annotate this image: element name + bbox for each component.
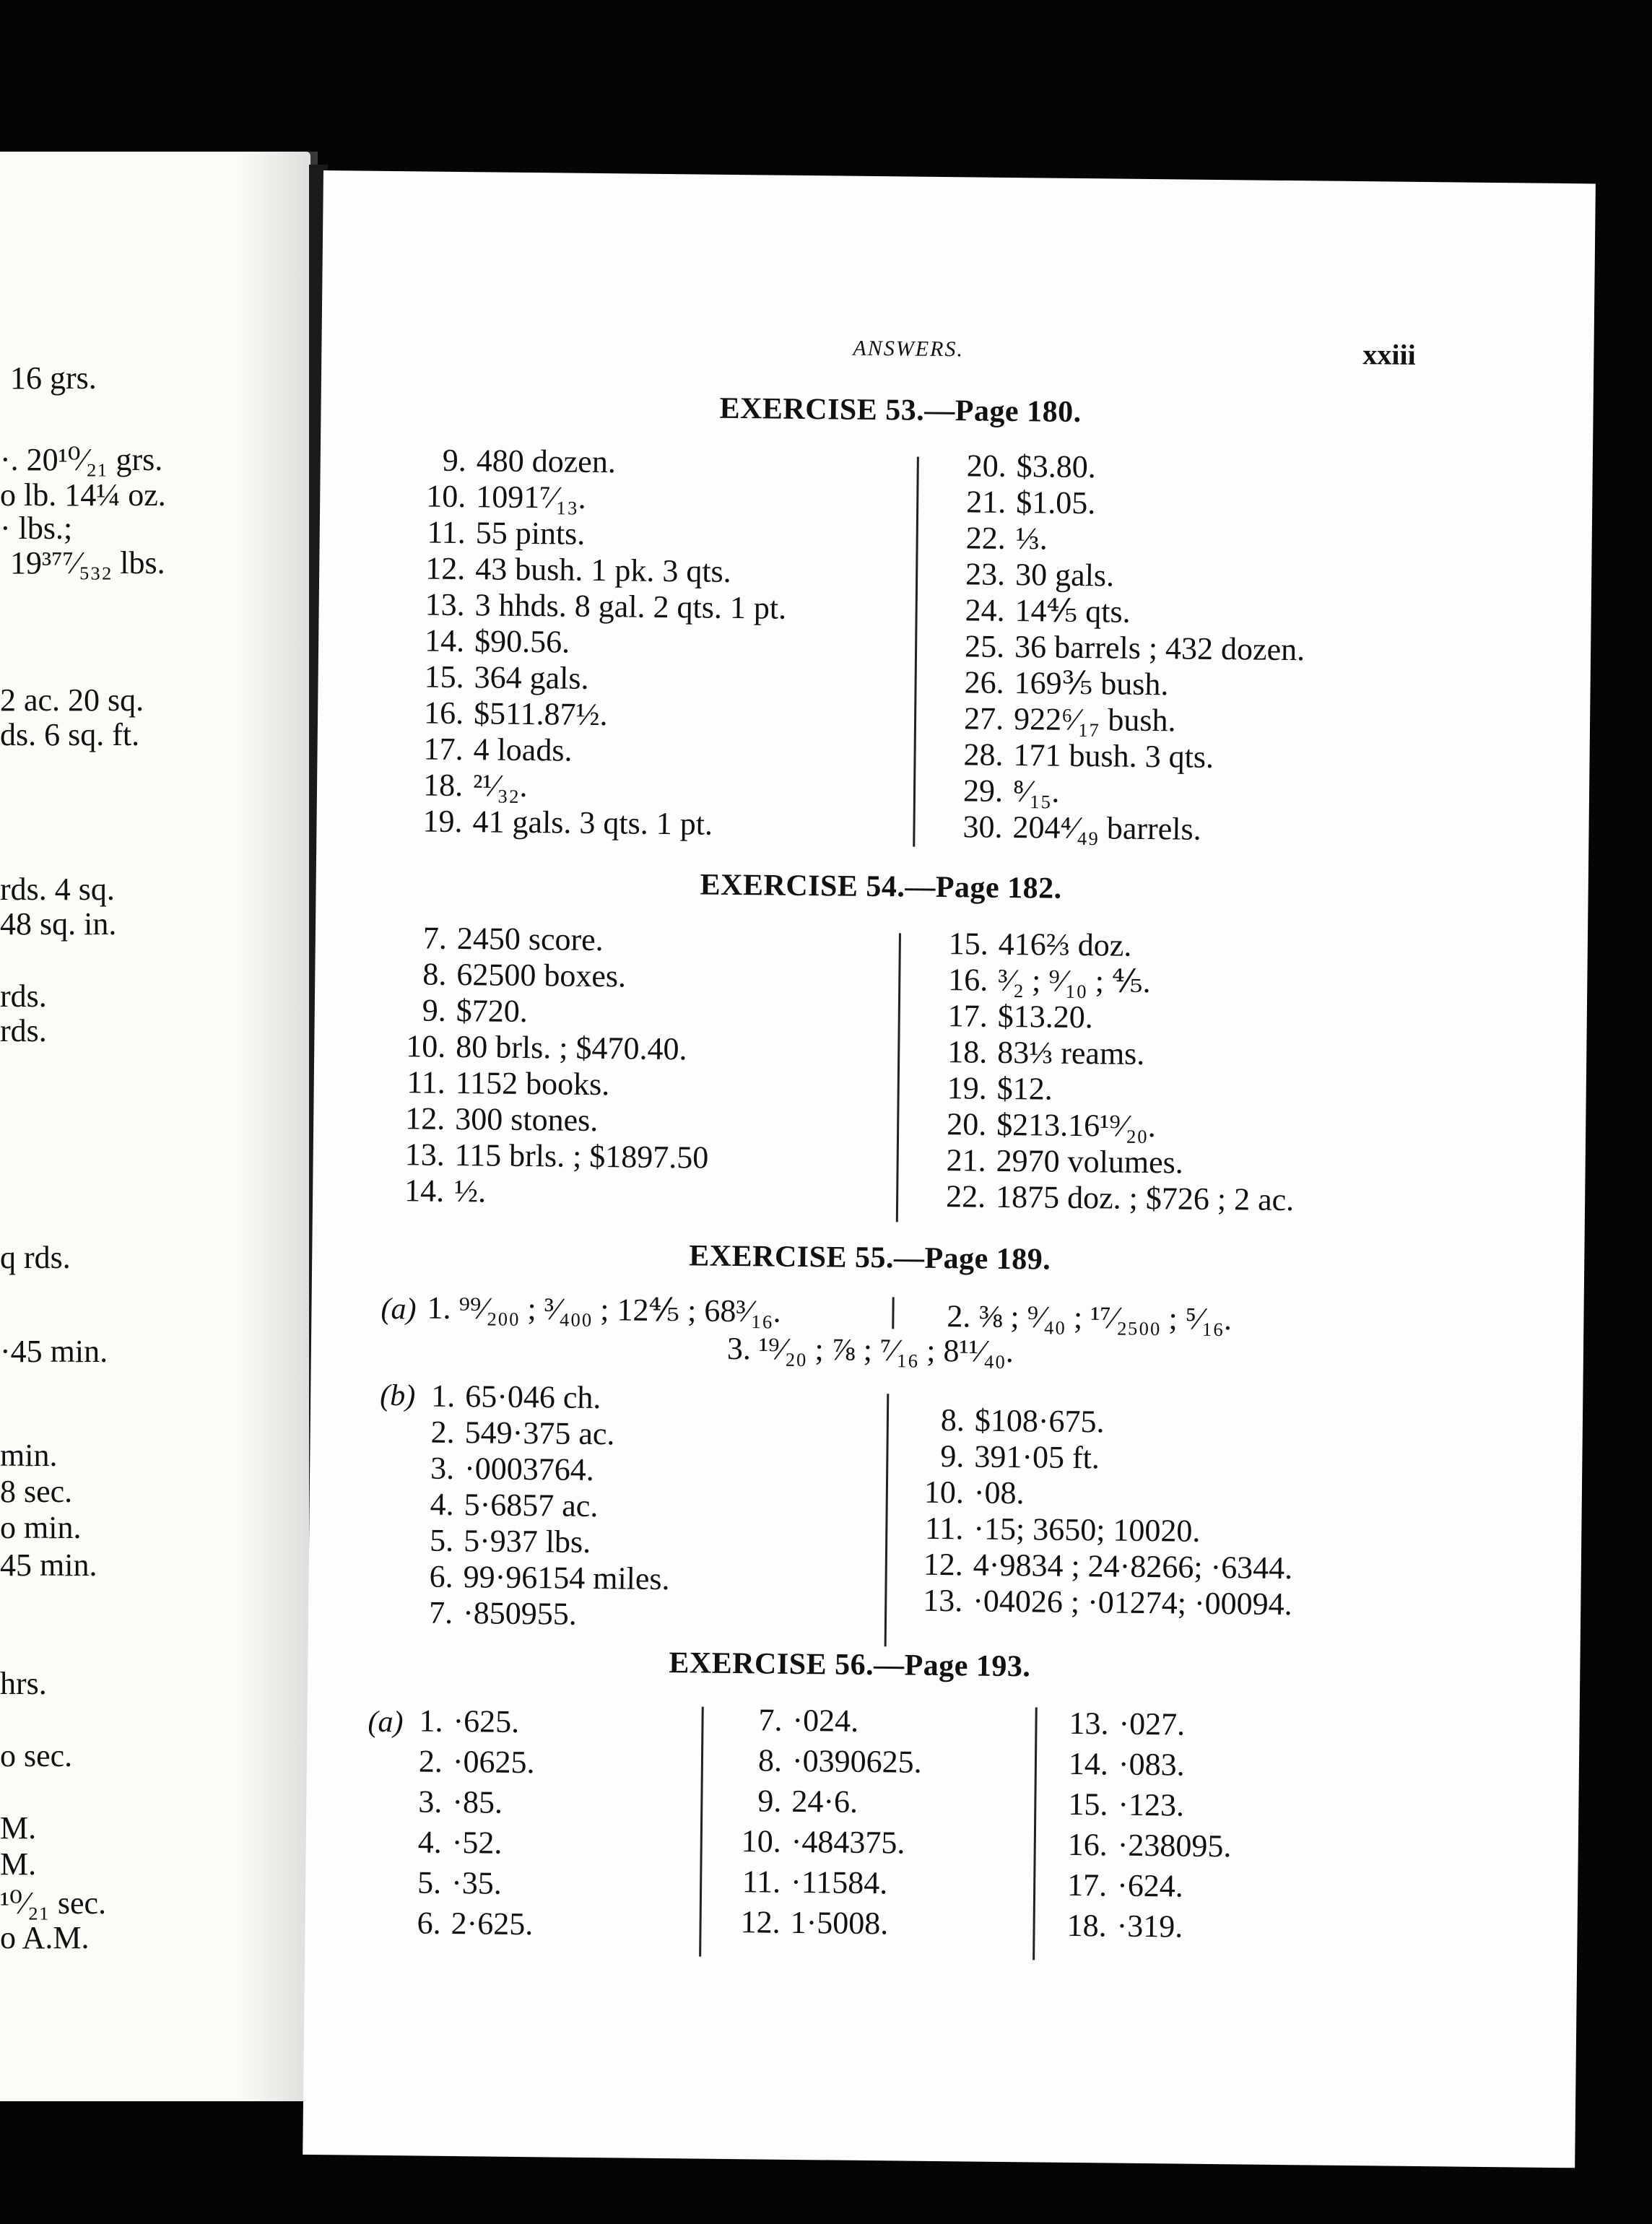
- answer-item: 4. ·52.: [417, 1824, 503, 1861]
- answer-item: 2. ·0625.: [418, 1743, 535, 1781]
- answer-item: 12. 43 bush. 1 pk. 3 qts.: [425, 550, 731, 589]
- answer-item: 29. ⁸⁄₁₅.: [962, 773, 1060, 809]
- fragment: M.: [0, 1810, 37, 1846]
- fragment: 16 grs.: [10, 360, 97, 396]
- answer-item: 3. ¹⁹⁄₂₀ ; ⅞ ; ⁷⁄₁₆ ; 8¹¹⁄₄₀.: [726, 1330, 1014, 1370]
- column-rule: [884, 1394, 890, 1646]
- answer-item: 14. $90.56.: [424, 622, 570, 660]
- answer-item: 3. ·85.: [418, 1784, 503, 1820]
- answer-item: 15. 364 gals.: [424, 659, 589, 696]
- answer-item: 5. 5·937 lbs.: [429, 1522, 591, 1560]
- answer-item: 20. $213.16¹⁹⁄₂₀.: [946, 1106, 1157, 1144]
- column-rule: [1032, 1707, 1038, 1960]
- fragment: · lbs.;: [0, 511, 73, 546]
- answer-item: 10. ·08.: [923, 1474, 1025, 1511]
- fragment: M.: [0, 1846, 37, 1882]
- fragment: ds. 6 sq. ft.: [0, 717, 140, 752]
- answer-item: 7. ·850955.: [428, 1594, 577, 1632]
- fragment: ·. 20¹⁰⁄₂₁ grs.: [0, 442, 163, 477]
- column-rule: [699, 1707, 704, 1957]
- fragment: o min.: [0, 1510, 82, 1545]
- answer-item: 11. 1152 books.: [407, 1064, 610, 1103]
- answer-item: 27. 922⁶⁄₁₇ bush.: [963, 700, 1176, 739]
- answer-item: 7. 2450 score.: [422, 920, 604, 958]
- answer-item: 21. $1.05.: [965, 484, 1096, 521]
- answer-item: 8. 62500 boxes.: [422, 956, 627, 994]
- answer-item: 1. 65·046 ch.: [430, 1378, 601, 1416]
- fragment: 19³⁷⁷⁄₅₃₂ lbs.: [10, 545, 165, 581]
- part-a-label: (a): [368, 1705, 404, 1739]
- column-rule: [913, 457, 919, 847]
- answer-item: 16. ·238095.: [1067, 1826, 1232, 1864]
- answer-item: 21. 2970 volumes.: [946, 1142, 1184, 1181]
- answer-item: 14. ½.: [404, 1173, 487, 1209]
- answer-item: 6. 2·625.: [417, 1905, 534, 1942]
- answer-item: 26. 169⅗ bush.: [964, 664, 1169, 703]
- answer-item: 28. 171 bush. 3 qts.: [963, 737, 1214, 775]
- answer-item: 20. $3.80.: [966, 448, 1097, 485]
- answer-item: 5. ·35.: [417, 1864, 503, 1901]
- column-rule: [892, 1297, 894, 1329]
- answer-item: 10. ·484375.: [741, 1823, 905, 1861]
- answer-item: 9. $720.: [422, 992, 529, 1030]
- fragment: rds. 4 sq.: [0, 872, 115, 907]
- fragment: ¹⁰⁄₂₁ sec.: [0, 1885, 107, 1921]
- answer-item: 22. 1875 doz. ; $726 ; 2 ac.: [945, 1178, 1295, 1218]
- answer-item: 9. 480 dozen.: [442, 442, 617, 480]
- fragment: o sec.: [0, 1738, 73, 1773]
- exercise-55-heading: EXERCISE 55.—Page 189.: [689, 1239, 1051, 1277]
- fragment: 8 sec.: [0, 1474, 73, 1509]
- answer-item: 8. ·0390625.: [757, 1742, 922, 1780]
- answer-item: 12. 300 stones.: [405, 1100, 599, 1139]
- answer-item: 9. 391·05 ft.: [940, 1438, 1100, 1476]
- fragment: o A.M.: [0, 1920, 90, 1955]
- answer-item: 10. 1091⁷⁄₁₃.: [426, 478, 586, 516]
- answer-item: 13. 3 hhds. 8 gal. 2 qts. 1 pt.: [425, 586, 787, 626]
- part-b-label: (b): [379, 1378, 416, 1413]
- fragment: 2 ac. 20 sq.: [0, 682, 144, 718]
- answer-item: 15. ·123.: [1068, 1786, 1185, 1823]
- fragment: min.: [0, 1438, 58, 1473]
- page-number: xxiii: [1362, 338, 1416, 371]
- answer-item: 17. $13.20.: [947, 998, 1094, 1035]
- answer-item: 11. 55 pints.: [427, 514, 586, 552]
- answer-item: 12. 1·5008.: [740, 1904, 889, 1942]
- answer-item: 1. ⁹⁹⁄₂₀₀ ; ³⁄₄₀₀ ; 12⅘ ; 68³⁄₁₆.: [427, 1290, 781, 1329]
- answer-item: 15. 416⅔ doz.: [948, 926, 1132, 963]
- answer-item: 19. 41 gals. 3 qts. 1 pt.: [422, 803, 713, 842]
- part-a-label: (a): [381, 1292, 417, 1326]
- answer-item: 13. ·027.: [1069, 1705, 1186, 1742]
- fragment: ·45 min.: [0, 1334, 108, 1369]
- answer-item: 8. $108·675.: [940, 1402, 1105, 1440]
- answer-item: 1. ·625.: [419, 1703, 520, 1739]
- answer-item: 17. ·624.: [1066, 1867, 1184, 1904]
- answer-item: 4. 5·6857 ac.: [430, 1486, 599, 1524]
- answer-item: 13. 115 brls. ; $1897.50: [404, 1137, 709, 1176]
- answer-item: 9. 24·6.: [757, 1783, 858, 1820]
- answer-item: 19. $12.: [947, 1070, 1053, 1107]
- answer-item: 24. 14⅘ qts.: [965, 592, 1131, 630]
- answer-item: 11. ·15; 3650; 10020.: [924, 1510, 1201, 1549]
- answer-item: 3. ·0003764.: [430, 1450, 595, 1488]
- fragment: 45 min.: [0, 1547, 97, 1583]
- answer-item: 18. 83⅓ reams.: [947, 1034, 1145, 1072]
- answer-item: 2. 549·375 ac.: [430, 1414, 615, 1452]
- exercise-54-heading: EXERCISE 54.—Page 182.: [700, 868, 1062, 905]
- answer-item: 25. 36 barrels ; 432 dozen.: [964, 628, 1305, 668]
- answer-item: 7. ·024.: [758, 1702, 859, 1739]
- fragment: hrs.: [0, 1666, 47, 1701]
- answer-item: 16. $511.87½.: [423, 695, 608, 733]
- answer-item: 14. ·083.: [1068, 1745, 1185, 1783]
- running-title: ANSWERS.: [853, 336, 965, 362]
- fragment: rds.: [0, 1013, 47, 1048]
- answer-item: 16. ³⁄₂ ; ⁹⁄₁₀ ; ⅘.: [948, 962, 1151, 1000]
- answer-item: 22. ⅓.: [965, 520, 1048, 557]
- answer-item: 12. 4·9834 ; 24·8266; ·6344.: [923, 1546, 1293, 1586]
- answer-item: 11. ·11584.: [742, 1864, 888, 1901]
- exercise-56-heading: EXERCISE 56.—Page 193.: [669, 1646, 1031, 1684]
- answer-item: 30. 204⁴⁄₄₉ barrels.: [962, 809, 1201, 847]
- fragment: q rds.: [0, 1240, 71, 1275]
- answer-item: 2. ⅜ ; ⁹⁄₄₀ ; ¹⁷⁄₂₅₀₀ ; ⁵⁄₁₆.: [947, 1298, 1233, 1337]
- exercise-53-heading: EXERCISE 53.—Page 180.: [719, 391, 1082, 430]
- answer-item: 18. ²¹⁄₃₂.: [422, 767, 528, 804]
- answer-item: 6. 99·96154 miles.: [429, 1558, 670, 1597]
- answer-item: 23. 30 gals.: [965, 556, 1115, 594]
- answer-item: 17. 4 loads.: [423, 731, 573, 768]
- fragment: o lb. 14¼ oz.: [0, 477, 166, 513]
- fragment: 48 sq. in.: [0, 906, 117, 942]
- answer-item: 10. 80 brls. ; $470.40.: [406, 1028, 687, 1067]
- column-rule: [896, 933, 901, 1222]
- answers-page: [303, 170, 1596, 2168]
- answer-item: 18. ·319.: [1066, 1907, 1183, 1945]
- fragment: rds.: [0, 978, 47, 1014]
- answer-item: 13. ·04026 ; ·01274; ·00094.: [923, 1582, 1292, 1623]
